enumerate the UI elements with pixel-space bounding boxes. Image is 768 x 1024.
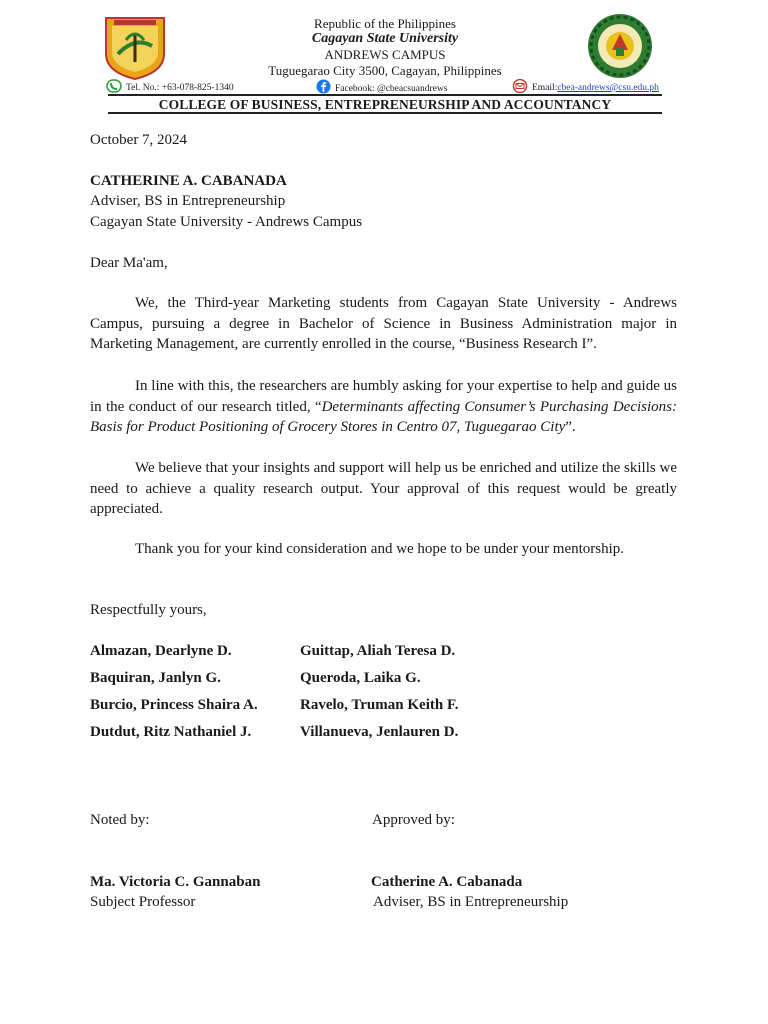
closing: Respectfully yours, [90, 602, 207, 618]
approved-by-title: Adviser, BS in Entrepreneurship [373, 894, 569, 910]
research-title: Determinants affecting Consumer’s Purchasing Decisions: Basis for Product Positioning of Grocery Stores in Centro 07, Tuguegarao City [90, 398, 677, 435]
approved-by-name: Catherine A. Cabanada [371, 874, 523, 890]
paragraph-1: We, the Third-year Marketing students from Cagayan State University - Andrews Campus, pursuing a degree in Bachelor of Science in Business Administration major in Marketing Management, are currently enrolled in the course, “Business Research I”. [90, 295, 677, 352]
facebook-handle: Facebook: @cbeacsuandrews [335, 83, 448, 94]
signatory-name: Ravelo, Truman Keith F. [300, 697, 459, 713]
noted-by-title: Subject Professor [90, 894, 196, 910]
university-name: Cagayan State University [311, 31, 459, 46]
email-label: Email: [532, 83, 558, 93]
signatory-name: Almazan, Dearlyne D. [90, 643, 232, 659]
signatory-name: Burcio, Princess Shaira A. [90, 697, 258, 713]
college-name-banner: COLLEGE OF BUSINESS, ENTREPRENEURSHIP AND ACCOUNTANCY [108, 94, 662, 114]
paragraph-2-end: ”. [565, 419, 576, 435]
signatories-left [90, 638, 258, 746]
signatories-right [300, 638, 458, 746]
letter-date: October 7, 2024 [90, 132, 188, 148]
paragraph-3: We believe that your insights and support will help us be enriched and utilize the skills we need to achieve a quality research output. Your approval of this request would be greatly appreciated. [90, 460, 677, 517]
paragraph-2 [90, 376, 677, 438]
university-logo-left [104, 16, 166, 80]
campus-name: ANDREWS CAMPUS [324, 47, 446, 62]
paragraph-2-intro: In line with this, the researchers are humbly asking for your expertise to help and guide us in the conduct of our research titled, “ [90, 378, 677, 415]
approved-by-label: Approved by: [372, 812, 455, 828]
signatory-name: Queroda, Laika G. [300, 670, 421, 686]
noted-by-label: Noted by: [90, 812, 150, 828]
recipient-name: CATHERINE A. CABANADA [90, 173, 287, 189]
republic-line: Republic of the Philippines [314, 16, 456, 31]
noted-by-name: Ma. Victoria C. Gannaban [90, 874, 261, 890]
signatory-name: Guittap, Aliah Teresa D. [300, 643, 456, 659]
email-link[interactable]: cbea-andrews@csu.edu.ph [557, 83, 659, 93]
phone-number: Tel. No.: +63-078-825-1340 [126, 83, 234, 93]
signatory-name: Dutdut, Ritz Nathaniel J. [90, 724, 252, 740]
college-seal-right [586, 12, 654, 80]
campus-address: Tuguegarao City 3500, Cagayan, Philippines [268, 63, 502, 78]
signatory-name: Villanueva, Jenlauren D. [300, 724, 459, 740]
paragraph-4: Thank you for your kind consideration and we hope to be under your mentorship. [135, 541, 625, 557]
recipient-organization: Cagayan State University - Andrews Campus [90, 214, 363, 230]
salutation: Dear Ma'am, [90, 255, 168, 271]
recipient-title: Adviser, BS in Entrepreneurship [90, 193, 286, 209]
signatory-name: Baquiran, Janlyn G. [90, 670, 221, 686]
